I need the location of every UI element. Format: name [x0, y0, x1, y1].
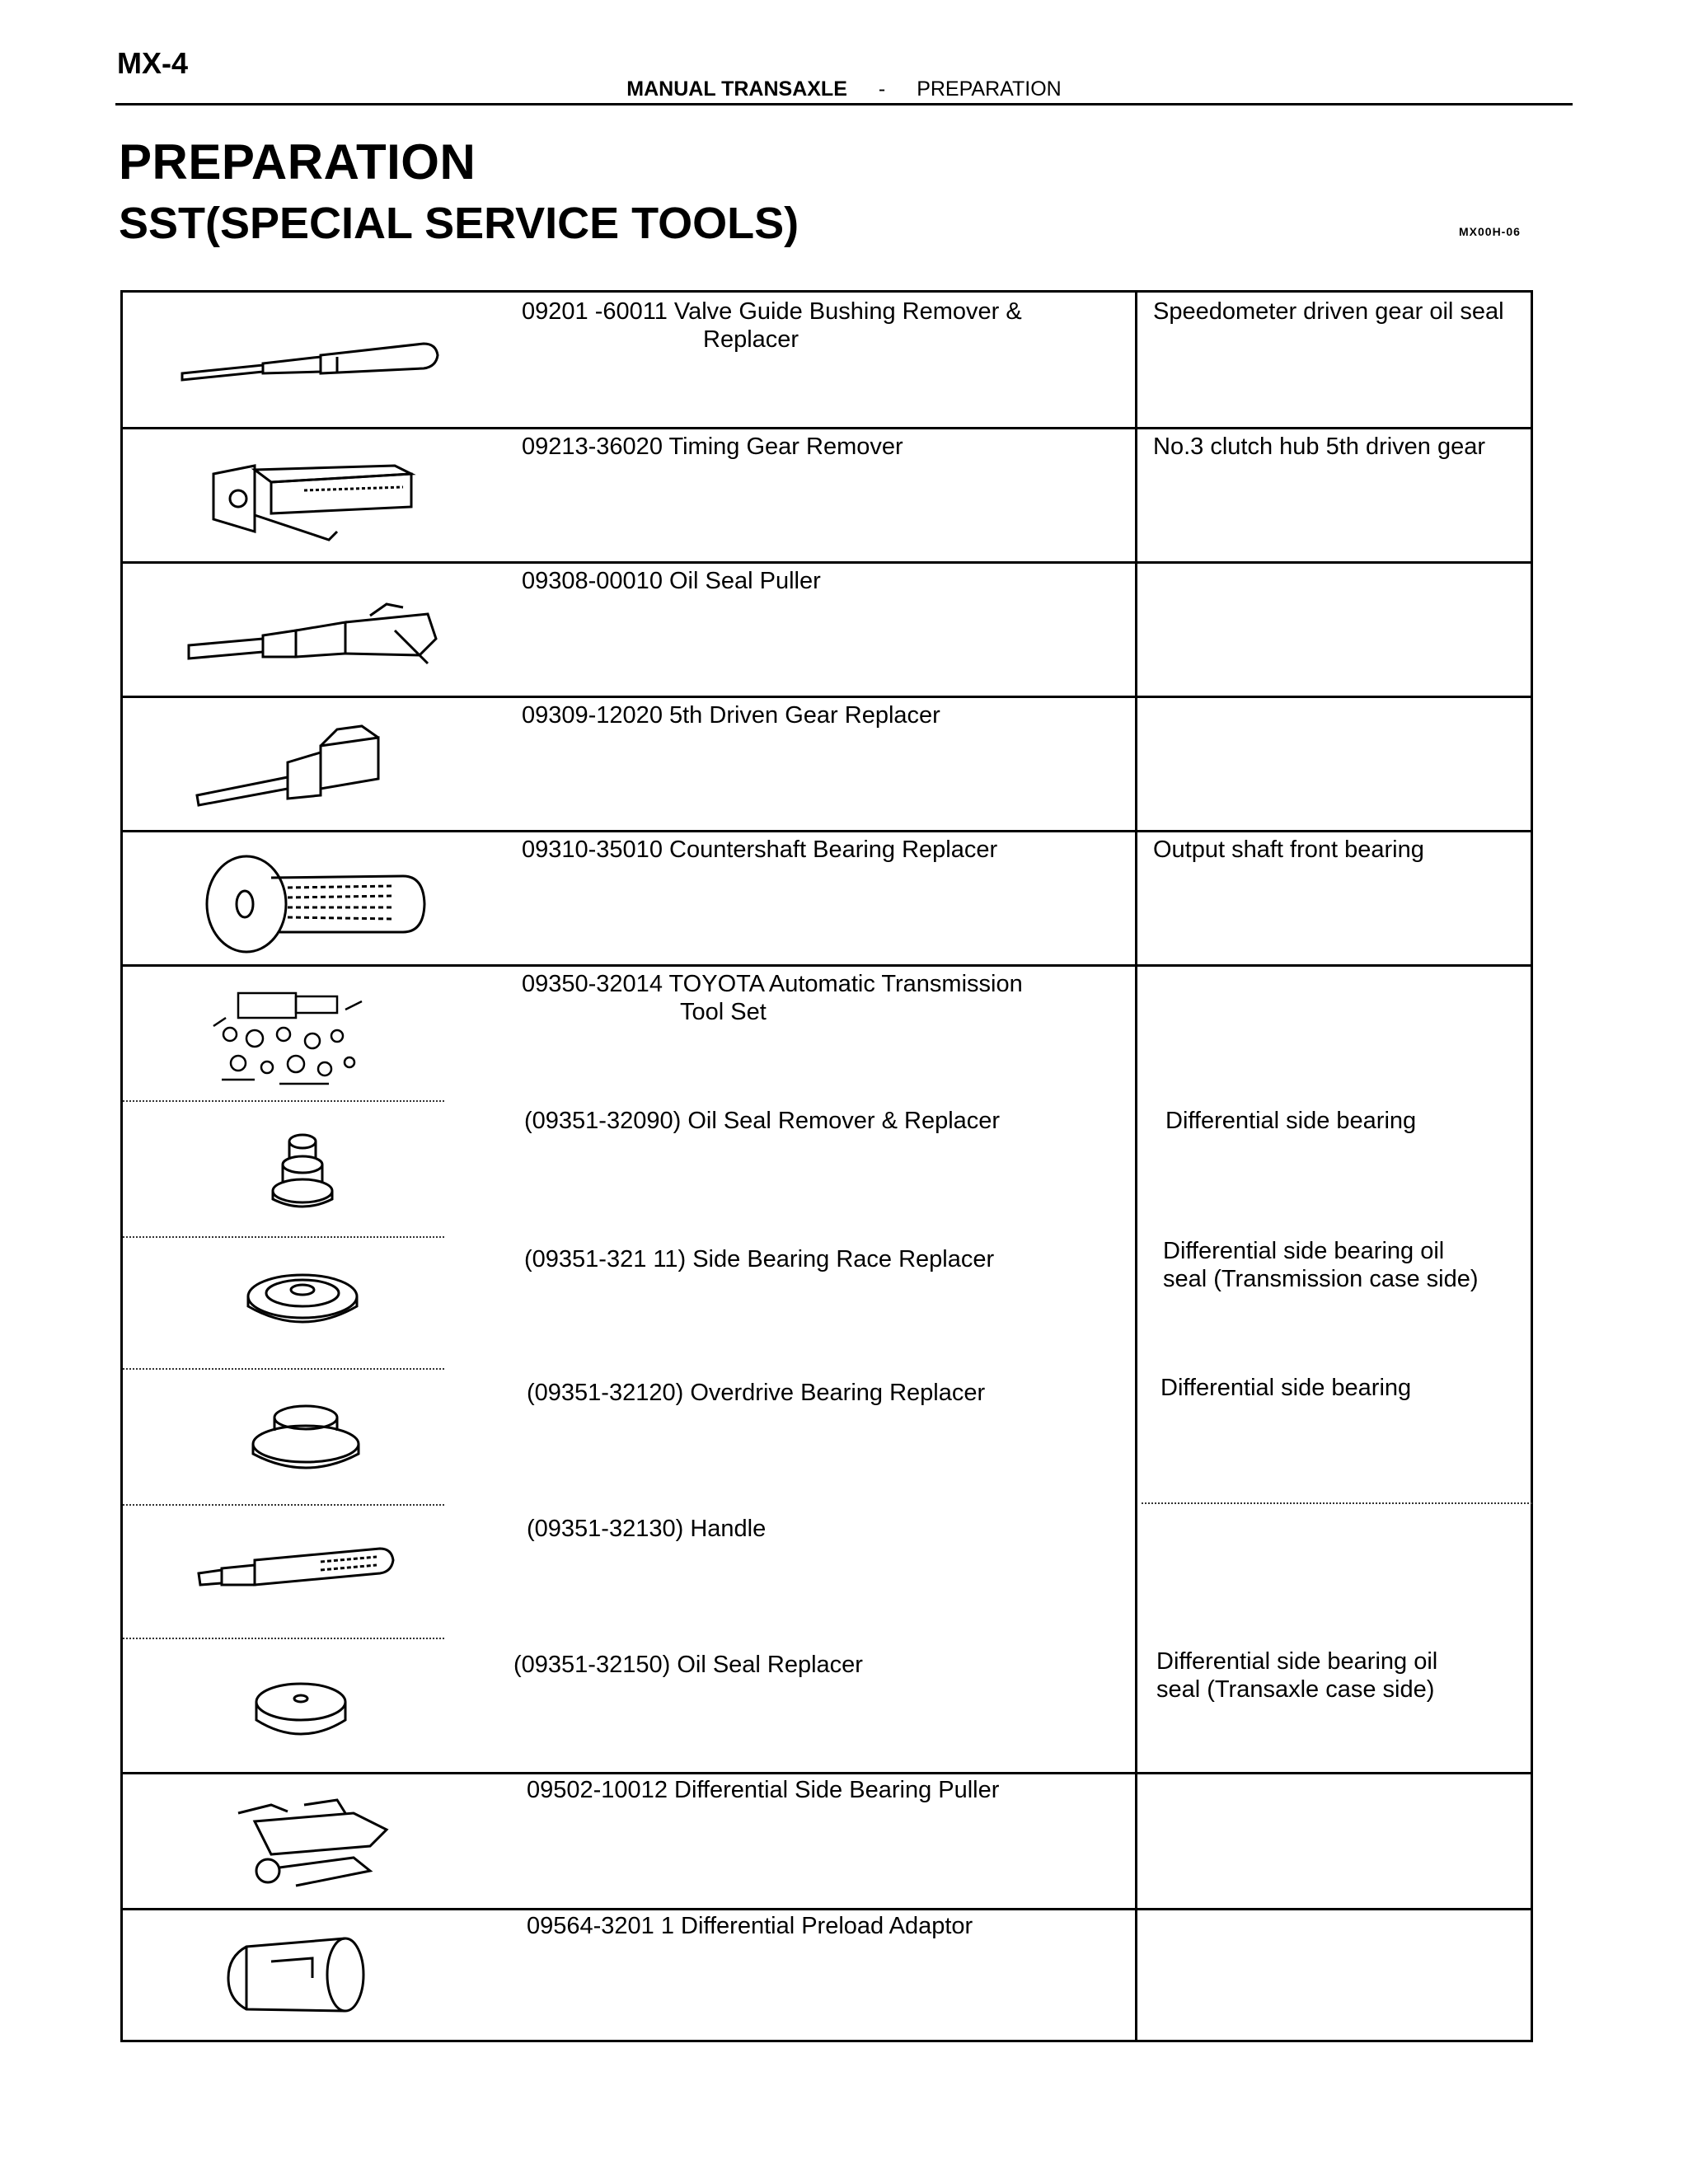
tool-part-number: 09213-36020 Timing Gear Remover [522, 434, 903, 460]
page-subtitle: SST(SPECIAL SERVICE TOOLS) [119, 199, 799, 248]
subrow-divider [123, 1236, 444, 1238]
handle-icon [189, 1537, 403, 1603]
row-divider [123, 964, 1531, 967]
oil-seal-remover-icon [263, 1125, 345, 1224]
tool-application: Differential side bearing [1160, 1375, 1412, 1401]
header-rule [115, 103, 1573, 105]
running-header [0, 77, 1688, 101]
tool-application: Speedometer driven gear oil seal [1153, 298, 1504, 325]
subrow-divider [123, 1638, 444, 1639]
tool-part-number [522, 970, 1023, 1026]
tool-part-number [522, 298, 1022, 354]
tool-part-number: (09351-321 11) Side Bearing Race Replacer [524, 1246, 995, 1272]
oil-seal-puller-icon [181, 598, 461, 680]
tool-application: Differential side bearing [1165, 1108, 1417, 1134]
bearing-race-replacer-icon [238, 1255, 370, 1346]
tool-part-number: (09351-32120) Overdrive Bearing Replacer [527, 1380, 986, 1406]
header-topic: PREPARATION [917, 77, 1062, 101]
valve-guide-remover-icon [172, 326, 477, 400]
subrow-divider [123, 1504, 444, 1506]
row-divider [123, 1772, 1531, 1774]
tool-application: No.3 clutch hub 5th driven gear [1153, 434, 1486, 460]
oil-seal-replacer-icon [246, 1669, 362, 1760]
tool-part-number: (09351-32150) Oil Seal Replacer [513, 1652, 863, 1678]
row-divider [123, 1908, 1531, 1910]
countershaft-bearing-replacer-icon [197, 846, 444, 962]
side-bearing-puller-icon [222, 1788, 403, 1904]
tool-part-number: 09309-12020 5th Driven Gear Replacer [522, 702, 940, 729]
tool-part-line: Tool Set [680, 999, 767, 1025]
tool-part-line: 09350-32014 TOYOTA Automatic Transmission [522, 971, 1023, 997]
tool-application [1156, 1647, 1437, 1704]
tool-application [1163, 1237, 1479, 1293]
row-divider [123, 561, 1531, 564]
tool-part-number: 09502-10012 Differential Side Bearing Puller [527, 1777, 1000, 1803]
subrow-divider [123, 1100, 444, 1102]
page-title: PREPARATION [119, 134, 476, 190]
tool-part-line: 09201 -60011 Valve Guide Bushing Remover & [522, 298, 1022, 325]
tool-part-number: 09308-00010 Oil Seal Puller [522, 568, 821, 594]
sst-table [120, 290, 1533, 2042]
tool-application: Output shaft front bearing [1153, 837, 1424, 863]
tool-application-line: seal (Transaxle case side) [1156, 1676, 1435, 1703]
tool-part-number: (09351-32090) Oil Seal Remover & Replacer [524, 1108, 1001, 1134]
timing-gear-remover-icon [205, 449, 452, 548]
reference-code: MX00H-06 [1459, 225, 1521, 238]
header-section: MANUAL TRANSAXLE [626, 77, 847, 101]
row-divider [123, 427, 1531, 429]
row-divider [123, 696, 1531, 698]
row-divider [123, 830, 1531, 832]
tool-application-line: Differential side bearing oil [1156, 1648, 1438, 1675]
tool-set-icon [205, 977, 370, 1092]
tool-application-line: Differential side bearing oil [1163, 1238, 1445, 1264]
overdrive-bearing-replacer-icon [246, 1393, 370, 1483]
header-separator: - [878, 77, 886, 101]
tool-application-line: seal (Transmission case side) [1163, 1266, 1479, 1292]
column-divider [1135, 293, 1137, 2040]
tool-part-number: 09310-35010 Countershaft Bearing Replacer [522, 837, 998, 863]
subrow-divider [1142, 1502, 1532, 1504]
tool-part-line: Replacer [703, 326, 799, 353]
preload-adaptor-icon [213, 1929, 378, 2027]
page-number: MX-4 [117, 46, 189, 80]
subrow-divider [123, 1368, 444, 1370]
driven-gear-replacer-icon [189, 713, 403, 820]
tool-part-number: (09351-32130) Handle [527, 1516, 767, 1542]
tool-part-number: 09564-3201 1 Differential Preload Adaptor [527, 1913, 973, 1939]
